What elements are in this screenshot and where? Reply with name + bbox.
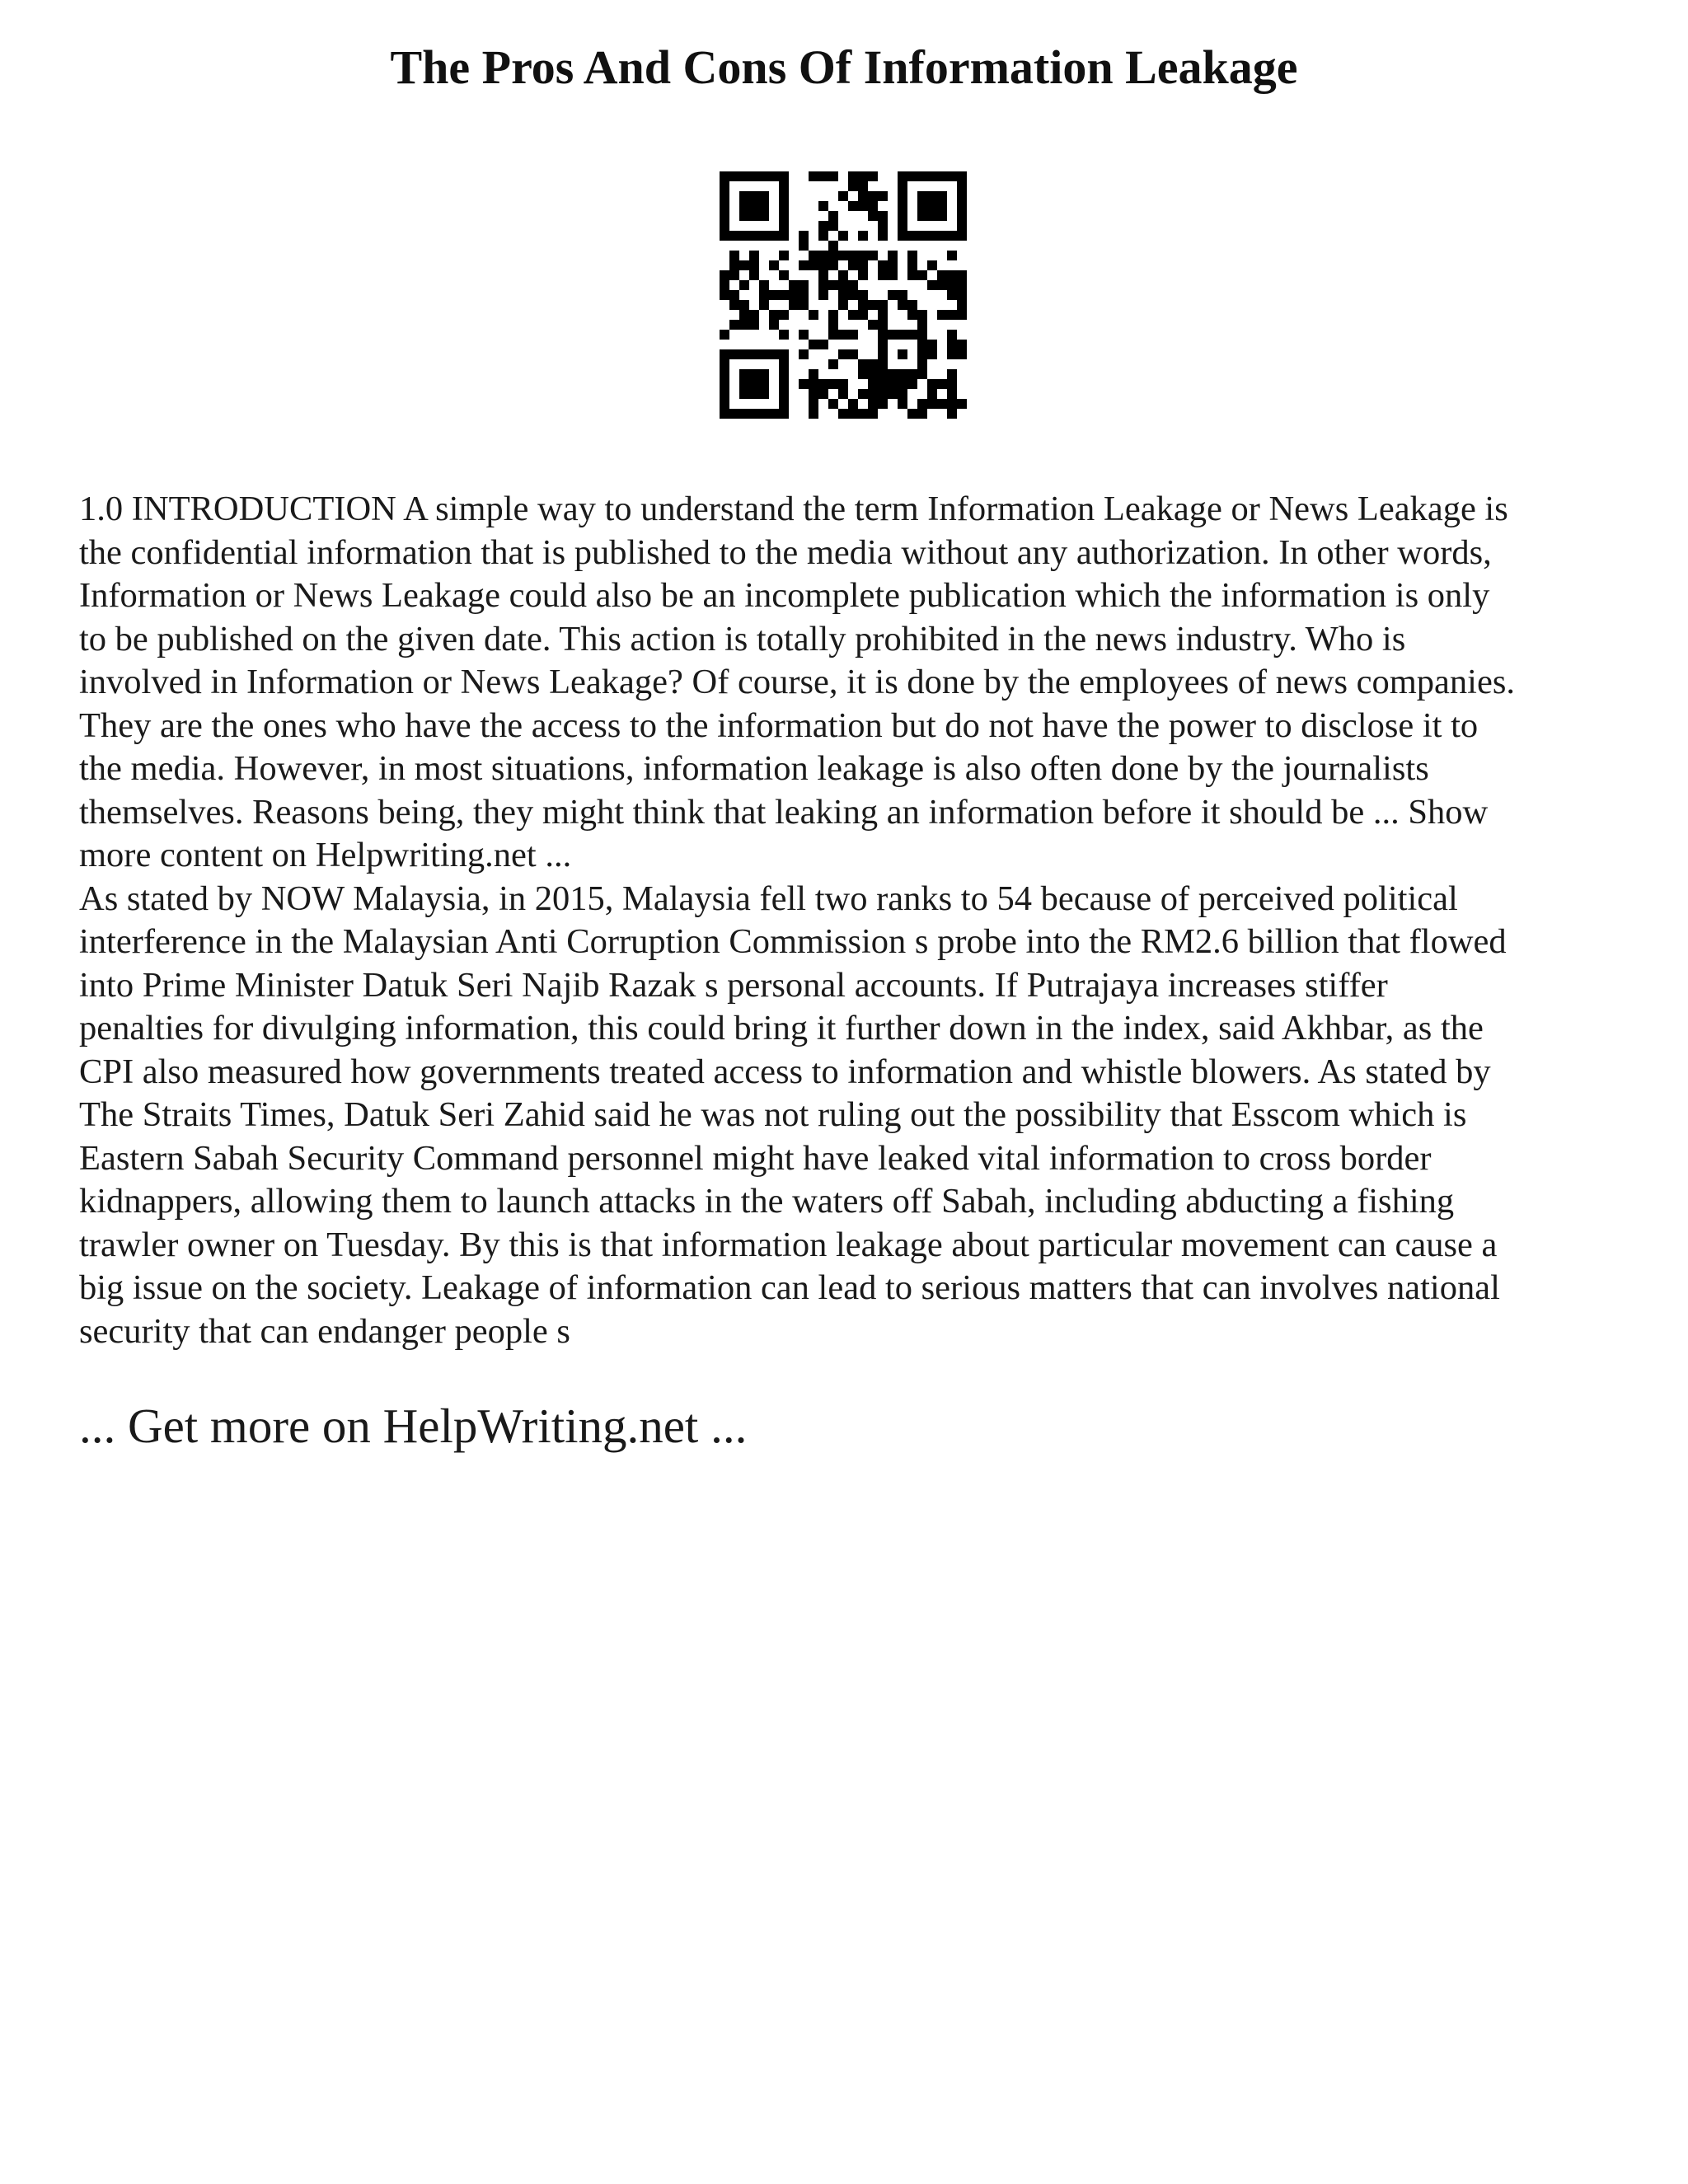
text-line: 1.0 INTRODUCTION A simple way to understand the term Information Leakage or News Leakage is xyxy=(79,490,1508,528)
text-line: the media. However, in most situations, information leakage is also often done by the journalists xyxy=(79,749,1429,788)
text-line: The Straits Times, Datuk Seri Zahid said he was not ruling out the possibility that Esscom which is xyxy=(79,1095,1467,1134)
text-line: the confidential information that is published to the media without any authorization. In other words, xyxy=(79,532,1492,572)
text-line: involved in Information or News Leakage? Of course, it is done by the employees of news companies. xyxy=(79,663,1516,701)
document-body xyxy=(79,488,1629,1353)
text-line: kidnappers, allowing them to launch attacks in the waters off Sabah, including abducting a fishing xyxy=(79,1182,1455,1221)
text-line: more content on Helpwriting.net ... xyxy=(79,836,572,874)
text-line: interference in the Malaysian Anti Corruption Commission s probe into the RM2.6 billion that flowed xyxy=(79,922,1507,961)
text-line: CPI also measured how governments treated access to information and whistle blowers. As stated by xyxy=(79,1052,1491,1091)
text-line: Eastern Sabah Security Command personnel might have leaked vital information to cross border xyxy=(79,1138,1432,1178)
text-line: into Prime Minister Datuk Seri Najib Razak s personal accounts. If Putrajaya increases stiffer xyxy=(79,965,1388,1005)
document-title: The Pros And Cons Of Information Leakage xyxy=(390,40,1298,94)
paragraph-body xyxy=(79,878,1629,1354)
get-more-link[interactable]: ... Get more on HelpWriting.net ... xyxy=(79,1399,748,1453)
text-line: As stated by NOW Malaysia, in 2015, Malaysia fell two ranks to 54 because of perceived political xyxy=(79,879,1458,918)
text-line: to be published on the given date. This action is totally prohibited in the news industry. Who is xyxy=(79,619,1406,658)
text-line: security that can endanger people s xyxy=(79,1311,570,1351)
text-line: themselves. Reasons being, they might think that leaking an information before it should be ... Show xyxy=(79,792,1489,832)
text-line: Information or News Leakage could also be an incomplete publication which the information is only xyxy=(79,576,1490,615)
text-line: They are the ones who have the access to the information but do not have the power to disclose it to xyxy=(79,705,1479,745)
qr-code-icon xyxy=(720,171,967,419)
paragraph-introduction xyxy=(79,488,1629,878)
text-line: trawler owner on Tuesday. By this is that information leakage about particular movement can cause a xyxy=(79,1225,1498,1264)
text-line: penalties for divulging information, this could bring it further down in the index, said Akhbar, as the xyxy=(79,1009,1484,1047)
text-line: big issue on the society. Leakage of information can lead to serious matters that can involves national xyxy=(79,1268,1500,1307)
